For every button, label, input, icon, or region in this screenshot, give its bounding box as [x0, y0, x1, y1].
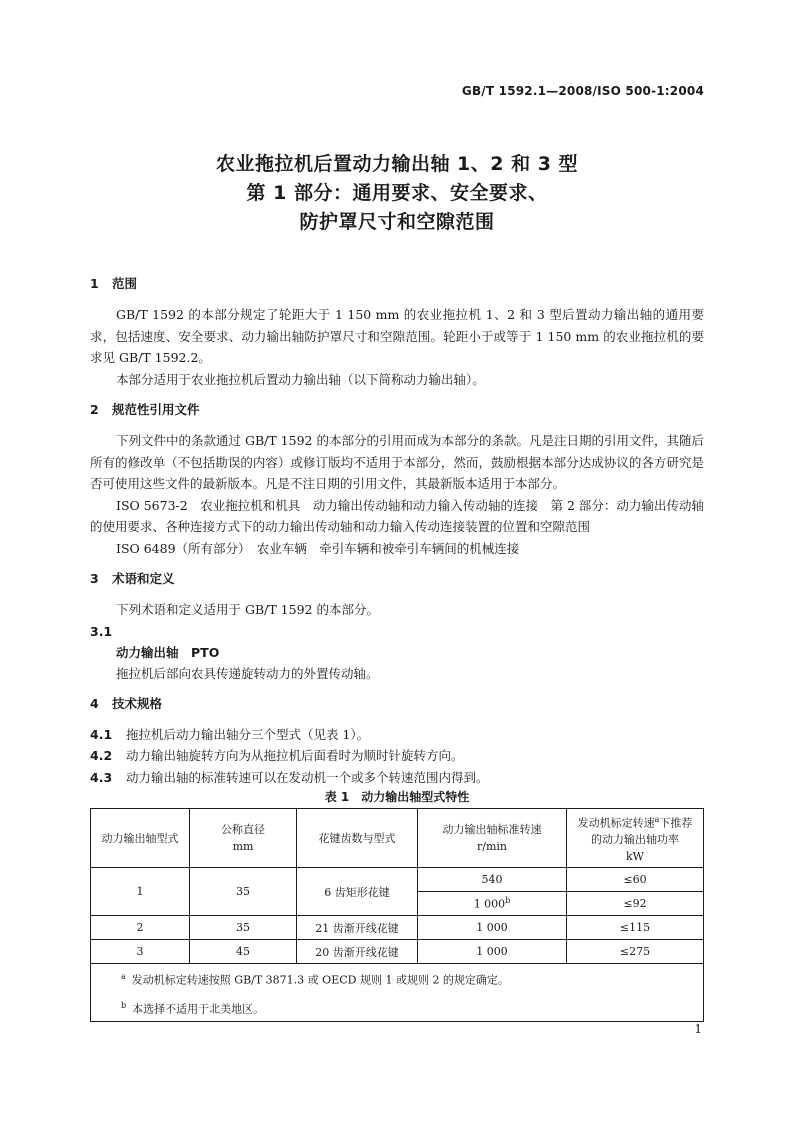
cell-diameter: 45 [190, 940, 297, 964]
table-row [91, 916, 704, 940]
title-line-3: 防护罩尺寸和空隙范围 [299, 211, 495, 233]
section-heading-terms [90, 569, 704, 589]
header-diameter [190, 809, 297, 868]
cell-power: ≤275 [567, 940, 704, 964]
header-power-label: 发动机标定转速$^a$下推荐 [577, 814, 693, 830]
cell-diameter: 35 [190, 916, 297, 940]
cell-type: 2 [91, 916, 190, 940]
clause-text: 拖拉机后动力输出轴分三个型式（见表 1）。 [126, 726, 370, 742]
term-name: 动力输出轴 PTO [116, 644, 220, 660]
clause [90, 767, 704, 789]
term-number: 3.1 [90, 623, 113, 639]
cell-speed: 1 000 [418, 916, 567, 940]
section-heading-normative-references [90, 400, 704, 420]
section-normative-references [90, 430, 704, 559]
footnote-a: $^a$ 发动机标定转速按照 GB/T 3871.3 或 OECD 规则 1 或规则 2 的规定确定。 [121, 972, 509, 987]
section-number: 1 [90, 276, 99, 291]
header-type: 动力输出轴型式 [91, 809, 190, 868]
section-title: 范围 [112, 276, 138, 291]
title-line-2: 第 1 部分：通用要求、安全要求、 [246, 182, 548, 204]
cell-spline: 21 齿渐开线花键 [297, 916, 418, 940]
cell-speed: 1 000 [418, 940, 567, 964]
cell-power: ≤60 [567, 868, 704, 892]
cell-spline: 20 齿渐开线花键 [297, 940, 418, 964]
table-row [91, 940, 704, 964]
cell-speed: 1 000$^b$ [418, 892, 567, 916]
cell-speed: 540 [418, 868, 567, 892]
cell-spline: 6 齿矩形花键 [297, 868, 418, 916]
clause-text: 动力输出轴的标准转速可以在发动机一个或多个转速范围内得到。 [126, 769, 489, 785]
reference-item: ISO 6489（所有部分） 农业车辆 牵引车辆和被牵引车辆间的机械连接 [116, 540, 520, 556]
section-title: 技术规格 [112, 695, 163, 711]
footnote-mark: b [505, 896, 511, 906]
footnote-mark: a [654, 814, 660, 824]
header-diameter-label: 公称直径 [221, 823, 265, 836]
paragraph: 下列术语和定义适用于 GB/T 1592 的本部分。 [116, 602, 379, 617]
footnote-cell [91, 964, 704, 1022]
section-title: 规范性引用文件 [112, 402, 200, 417]
title-line-1: 农业拖拉机后置动力输出轴 1、2 和 3 型 [215, 153, 579, 175]
clause [90, 745, 704, 767]
clause [90, 724, 704, 746]
table-caption: 表 1 动力输出轴型式特性 [324, 790, 470, 804]
section-specifications [90, 724, 704, 789]
section-title: 术语和定义 [112, 571, 175, 586]
standard-code: GB/T 1592.1—2008/ISO 500-1:2004 [461, 84, 704, 98]
footnote-mark: a [121, 972, 126, 981]
header-speed-unit: r/min [477, 840, 507, 853]
footnote-b: $^b$ 本选择不适用于北美地区。 [121, 1000, 265, 1016]
reference-item: ISO 5673-2 农业拖拉机和机具 动力输出传动轴和动力输入传动轴的连接 第 2 部分：动力输出传动轴的使用要求、各种连接方式下的动力输出传动轴和动力输入传动连接装置的位置和空隙范围 [90, 497, 704, 534]
paragraph: 本部分适用于农业拖拉机后置动力输出轴（以下简称动力输出轴）。 [116, 371, 485, 387]
table-footnotes [91, 964, 704, 1022]
table-row [91, 868, 704, 892]
term-definition: 拖拉机后部向农具传递旋转动力的外置传动轴。 [116, 665, 379, 681]
header-power-unit: kW [626, 850, 644, 864]
cell-power: ≤92 [567, 892, 704, 916]
pto-type-table [90, 808, 704, 1022]
section-number: 4 [90, 695, 99, 711]
clause-number: 4.2 [90, 748, 113, 763]
section-terms [90, 599, 704, 684]
section-number: 2 [90, 402, 99, 417]
header-speed [418, 809, 567, 868]
table-header-row [91, 809, 704, 868]
page-number: 1 [694, 1022, 702, 1036]
paragraph: GB/T 1592 的本部分规定了轮距大于 1 150 mm 的农业拖拉机 1、2 和 3 型后置动力输出轴的通用要求，包括速度、安全要求、动力输出轴防护罩尺寸和空隙范围。轮距小于或等于 1 150 mm 的农业拖拉机的要求见 GB/T 1592.2。 [90, 307, 704, 365]
header-spline: 花键齿数与型式 [297, 809, 418, 868]
clause-number: 4.1 [90, 726, 113, 742]
header-power-label-2: 的动力输出轴功率 [591, 833, 679, 847]
footnote-mark: b [121, 1000, 127, 1010]
cell-diameter: 35 [190, 868, 297, 916]
paragraph: 下列文件中的条款通过 GB/T 1592 的本部分的引用而成为本部分的条款。凡是注日期的引用文件，其随后所有的修改单（不包括勘误的内容）或修订版均不适用于本部分，然而，鼓励根据本部分达成协议的各方研究是否可使用这些文件的最新版本。凡是不注日期的引用文件，其最新版本适用于本部分。 [90, 433, 704, 491]
header-power [567, 809, 704, 868]
section-number: 3 [90, 571, 99, 586]
document-title [0, 150, 794, 237]
document-body [90, 274, 704, 1022]
header-diameter-unit: mm [232, 840, 254, 853]
cell-type: 1 [91, 868, 190, 916]
header-speed-label: 动力输出轴标准转速 [442, 823, 542, 836]
cell-type: 3 [91, 940, 190, 964]
section-heading-scope [90, 274, 704, 294]
clause-number: 4.3 [90, 769, 113, 785]
section-scope [90, 304, 704, 390]
clause-text: 动力输出轴旋转方向为从拖拉机后面看时为顺时针旋转方向。 [126, 748, 464, 763]
section-heading-specifications [90, 694, 704, 714]
cell-power: ≤115 [567, 916, 704, 940]
